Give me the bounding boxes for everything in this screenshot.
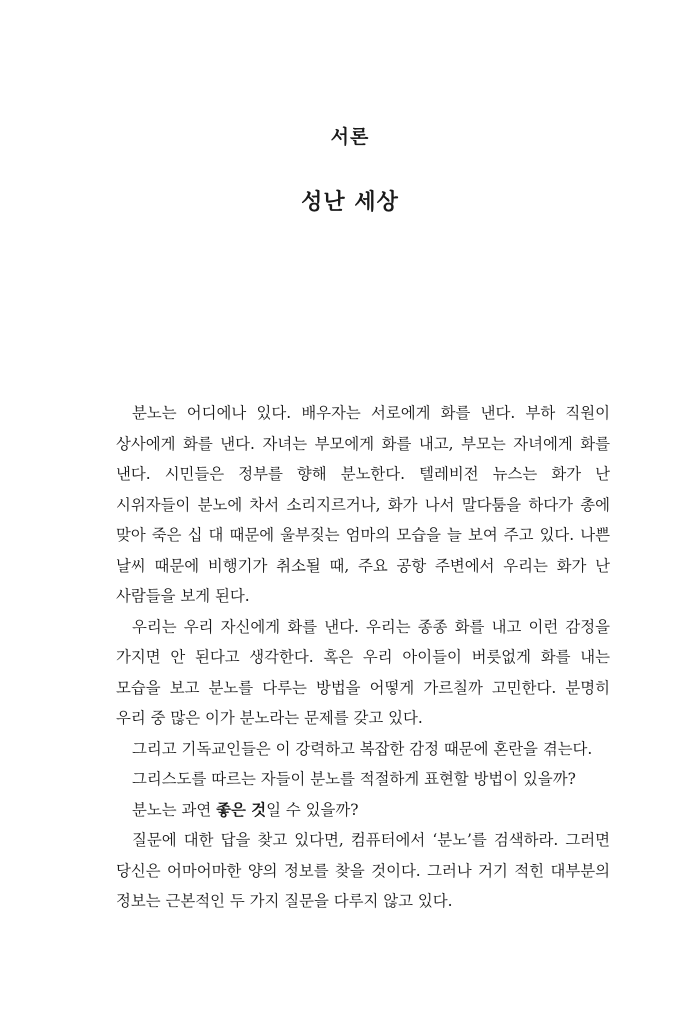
body-text [116,398,610,917]
paragraph [116,795,610,826]
paragraph: 그리고 기독교인들은 이 강력하고 복잡한 감정 때문에 혼란을 겪는다. [132,739,593,758]
paragraph: 우리는 우리 자신에게 화를 낸다. 우리는 종종 화를 내고 이런 감정을 가지면 안 된다고 생각한다. 혹은 우리 아이들이 버릇없게 화를 내는 모습을 보고 분노를 다루는 방법을 어떻게 가르칠까 고민한다. 분명히 우리 중 많은 이가 분노라는 문제를 갖고 있다. [116,617,610,727]
paragraph: 질문에 대한 답을 찾고 있다면, 컴퓨터에서 ‘분노’를 검색하라. 그러면 당신은 어마어마한 양의 정보를 찾을 것이다. 그러나 거기 적힌 대부분의 정보는 근본적인 두 가지 질문을 다루지 않고 있다. [116,831,610,910]
section-label: 서론 [330,126,370,148]
paragraph: 그리스도를 따르는 자들이 분노를 적절하게 표현할 방법이 있을까? [132,770,576,788]
paragraph: 분노는 어디에나 있다. 배우자는 서로에게 화를 낸다. 부하 직원이 상사에게 화를 낸다. 자녀는 부모에게 화를 내고, 부모는 자녀에게 화를 낸다. 시민들은 정부를 향해 분노한다. 텔레비전 뉴스는 화가 난 시위자들이 분노에 차서 소리지르거나, 화가 나서 말다툼을 하다가 총에 맞아 죽은 십 대 때문에 울부짖는 엄마의 모습을 늘 보여 주고 있다. 나쁜 날씨 때문에 비행기가 취소될 때, 주요 공항 주변에서 우리는 화가 난 사람들을 보게 된다. [116,404,610,605]
emphasis-text: 좋은 것 [216,800,267,819]
paragraph-text: 일 수 있을까? [266,800,359,819]
chapter-title: 성난 세상 [301,190,399,215]
paragraph-text: 분노는 과연 [132,800,217,819]
